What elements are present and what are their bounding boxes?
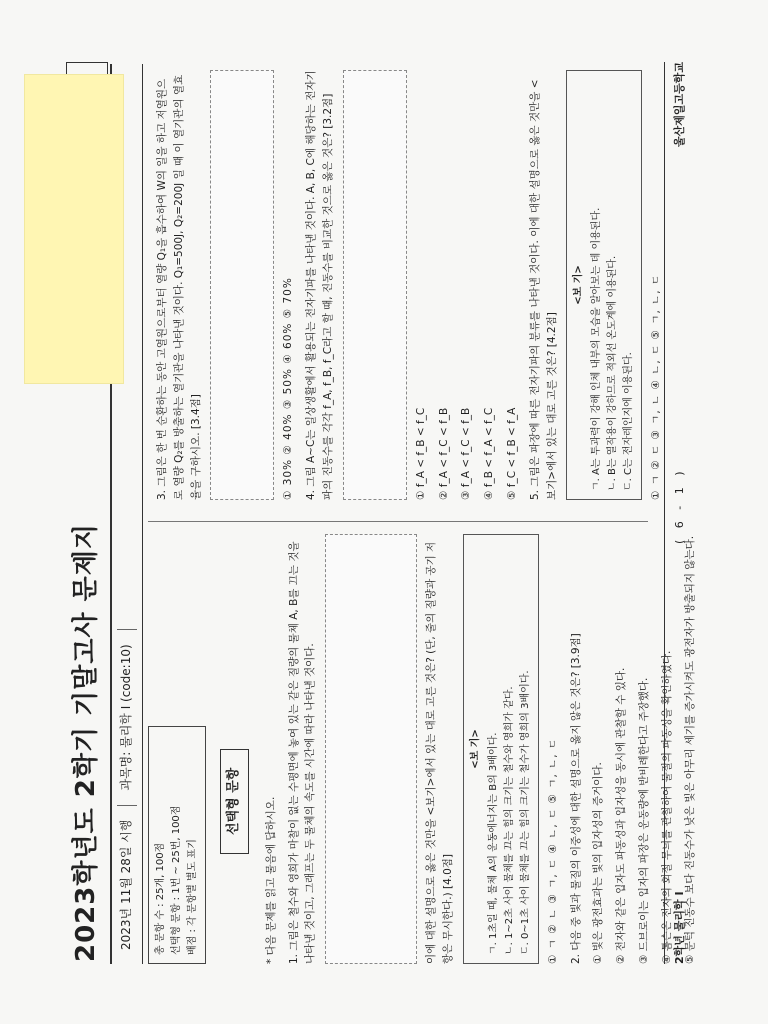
question-4-option: ① f_A < f_B < f_C	[414, 407, 427, 500]
question-2: 2. 다음 중 빛과 물질의 이중성에 대한 설명으로 옳지 않은 것은? [3.9점]	[569, 633, 582, 964]
sticky-note	[24, 74, 124, 384]
question-4-option: ⑤ f_C < f_B < f_A	[505, 407, 518, 500]
question-2-option: ① 빛은 광전효과는 빛의 입자성의 증거이다.	[592, 762, 605, 964]
question-4-option: ② f_A < f_C < f_B	[437, 407, 450, 500]
question-1-options: ① ㄱ ② ㄴ ③ ㄱ, ㄷ ④ ㄴ, ㄷ ⑤ ㄱ, ㄴ, ㄷ	[546, 737, 559, 964]
question-2-option: ③ 드브로이는 입자의 파장은 운동량에 반비례한다고 주장했다.	[637, 677, 650, 964]
instruction: * 다음 문제를 읽고 물음에 답하시오.	[264, 796, 277, 964]
footer-subject: 2학년 물리학 I	[673, 891, 686, 964]
bogi-item: ㄷ. 0~1초 사이 물체를 끄는 힘의 크기는 철수가 영희의 3배이다.	[519, 670, 531, 955]
question-5-options: ① ㄱ ② ㄷ ③ ㄱ, ㄴ ④ ㄴ, ㄷ ⑤ ㄱ, ㄴ, ㄷ	[650, 273, 663, 500]
right-column	[148, 70, 671, 500]
question-1-figure	[325, 534, 417, 964]
question-3-figure	[210, 70, 274, 500]
question-2-option: ④ 톰슨은 전자의 회절 무늬를 관찰하여 물질의 파동성을 확인하였다.	[660, 650, 673, 964]
question-4-option: ④ f_B < f_A < f_C	[483, 407, 496, 500]
question-2-option: ⑤ 문턱 진동수 보다 진동수가 낮은 빛은 아무리 세기를 증가시켜도 광전자가 방출되지 않는다.	[683, 535, 696, 964]
question-3-options: ① 30% ② 40% ③ 50% ④ 60% ⑤ 70%	[282, 277, 295, 500]
footer-school: 울산제일고등학교	[673, 62, 686, 148]
question-5: 5. 그림은 파장에 따른 전자기파의 분류를 나타낸 것이다. 이에 대한 설명으로 옳은 것만을 <보기>에서 있는 대로 고른 것은? [4.2점]	[528, 79, 558, 500]
bogi-item: ㄴ. 1~2초 사이 물체를 끄는 힘의 크기는 철수와 영희가 같다.	[503, 686, 515, 955]
question-4-figure	[343, 70, 407, 500]
exam-title: 2023학년도 2학기 기말고사 문제지	[71, 522, 101, 962]
bogi-title: <보 기>	[469, 729, 481, 769]
question-1-bogi	[463, 534, 539, 964]
info-line: 선택형 문항 : 1번 ~ 25번, 100점	[171, 805, 182, 955]
bogi-item: ㄷ. C는 전자레인지에 이용된다.	[623, 352, 635, 491]
bogi-title: <보 기>	[573, 265, 585, 305]
section-title: 선택형 문항	[220, 749, 249, 854]
question-2-option: ② 전자와 같은 입자도 파동성과 입자성을 동시에 관찰할 수 있다.	[615, 667, 628, 964]
info-line: 배점 : 각 문항별 별도 표기	[187, 839, 198, 955]
question-1-ask: 이에 대한 설명으로 옳은 것만을 <보기>에서 있는 대로 고른 것은? (단, 줄의 질량과 공기 저항은 무시한다.) [4.0점]	[425, 541, 454, 964]
left-column	[148, 534, 704, 964]
question-5-bogi	[566, 70, 642, 500]
exam-subject: 과목명: 물리학 I (code:10)	[117, 629, 136, 804]
info-line: 총 문항 수 : 25개, 100점	[155, 842, 166, 955]
exam-date: 2023년 11월 28일 시행	[117, 805, 136, 964]
question-1: 1. 그림은 철수와 영희가 마찰이 없는 수평면에 놓여 있는 같은 질량의 물체 A, B를 끄는 것을 나타낸 것이고, 그래프는 두 물체의 속도를 시간에 따라 나타낸 것이다.	[287, 541, 317, 964]
footer-page-number: ( 6 - 1 )	[673, 467, 686, 544]
bogi-item: ㄱ. A는 투과력이 강해 인체 내부의 모습을 알아보는 데 이용된다.	[591, 207, 603, 491]
question-3: 3. 그림은 한 번 순환하는 동안 고열원으로부터 열량 Q₁을 흡수하여 W의 일을 하고 저열원으로 열량 Q₂를 방출하는 열기관을 나타낸 것이다. Q₁=500J, Q₂=200J 일 때 이 열기관의 열효율을 구하시오. [3.4점]	[156, 74, 202, 500]
exam-info-box	[148, 726, 206, 964]
column-divider	[148, 521, 648, 522]
bogi-item: ㄴ. B는 열작용이 강하므로 적외선 온도계에 이용된다.	[607, 255, 619, 491]
question-4: 4. 그림 A~C는 일상생활에서 활용되는 전자기파를 나타낸 것이다. A, B, C에 해당하는 전자기파의 진동수를 각각 f_A, f_B, f_C라고 할 때, 진동수를 비교한 것으로 옳은 것은? [3.2점]	[305, 70, 334, 500]
exam-paper	[48, 32, 720, 992]
question-4-option: ③ f_A < f_C < f_B	[460, 407, 473, 500]
bogi-item: ㄱ. 1초일 때, 물체 A의 운동에너지는 B의 3배이다.	[487, 732, 499, 955]
